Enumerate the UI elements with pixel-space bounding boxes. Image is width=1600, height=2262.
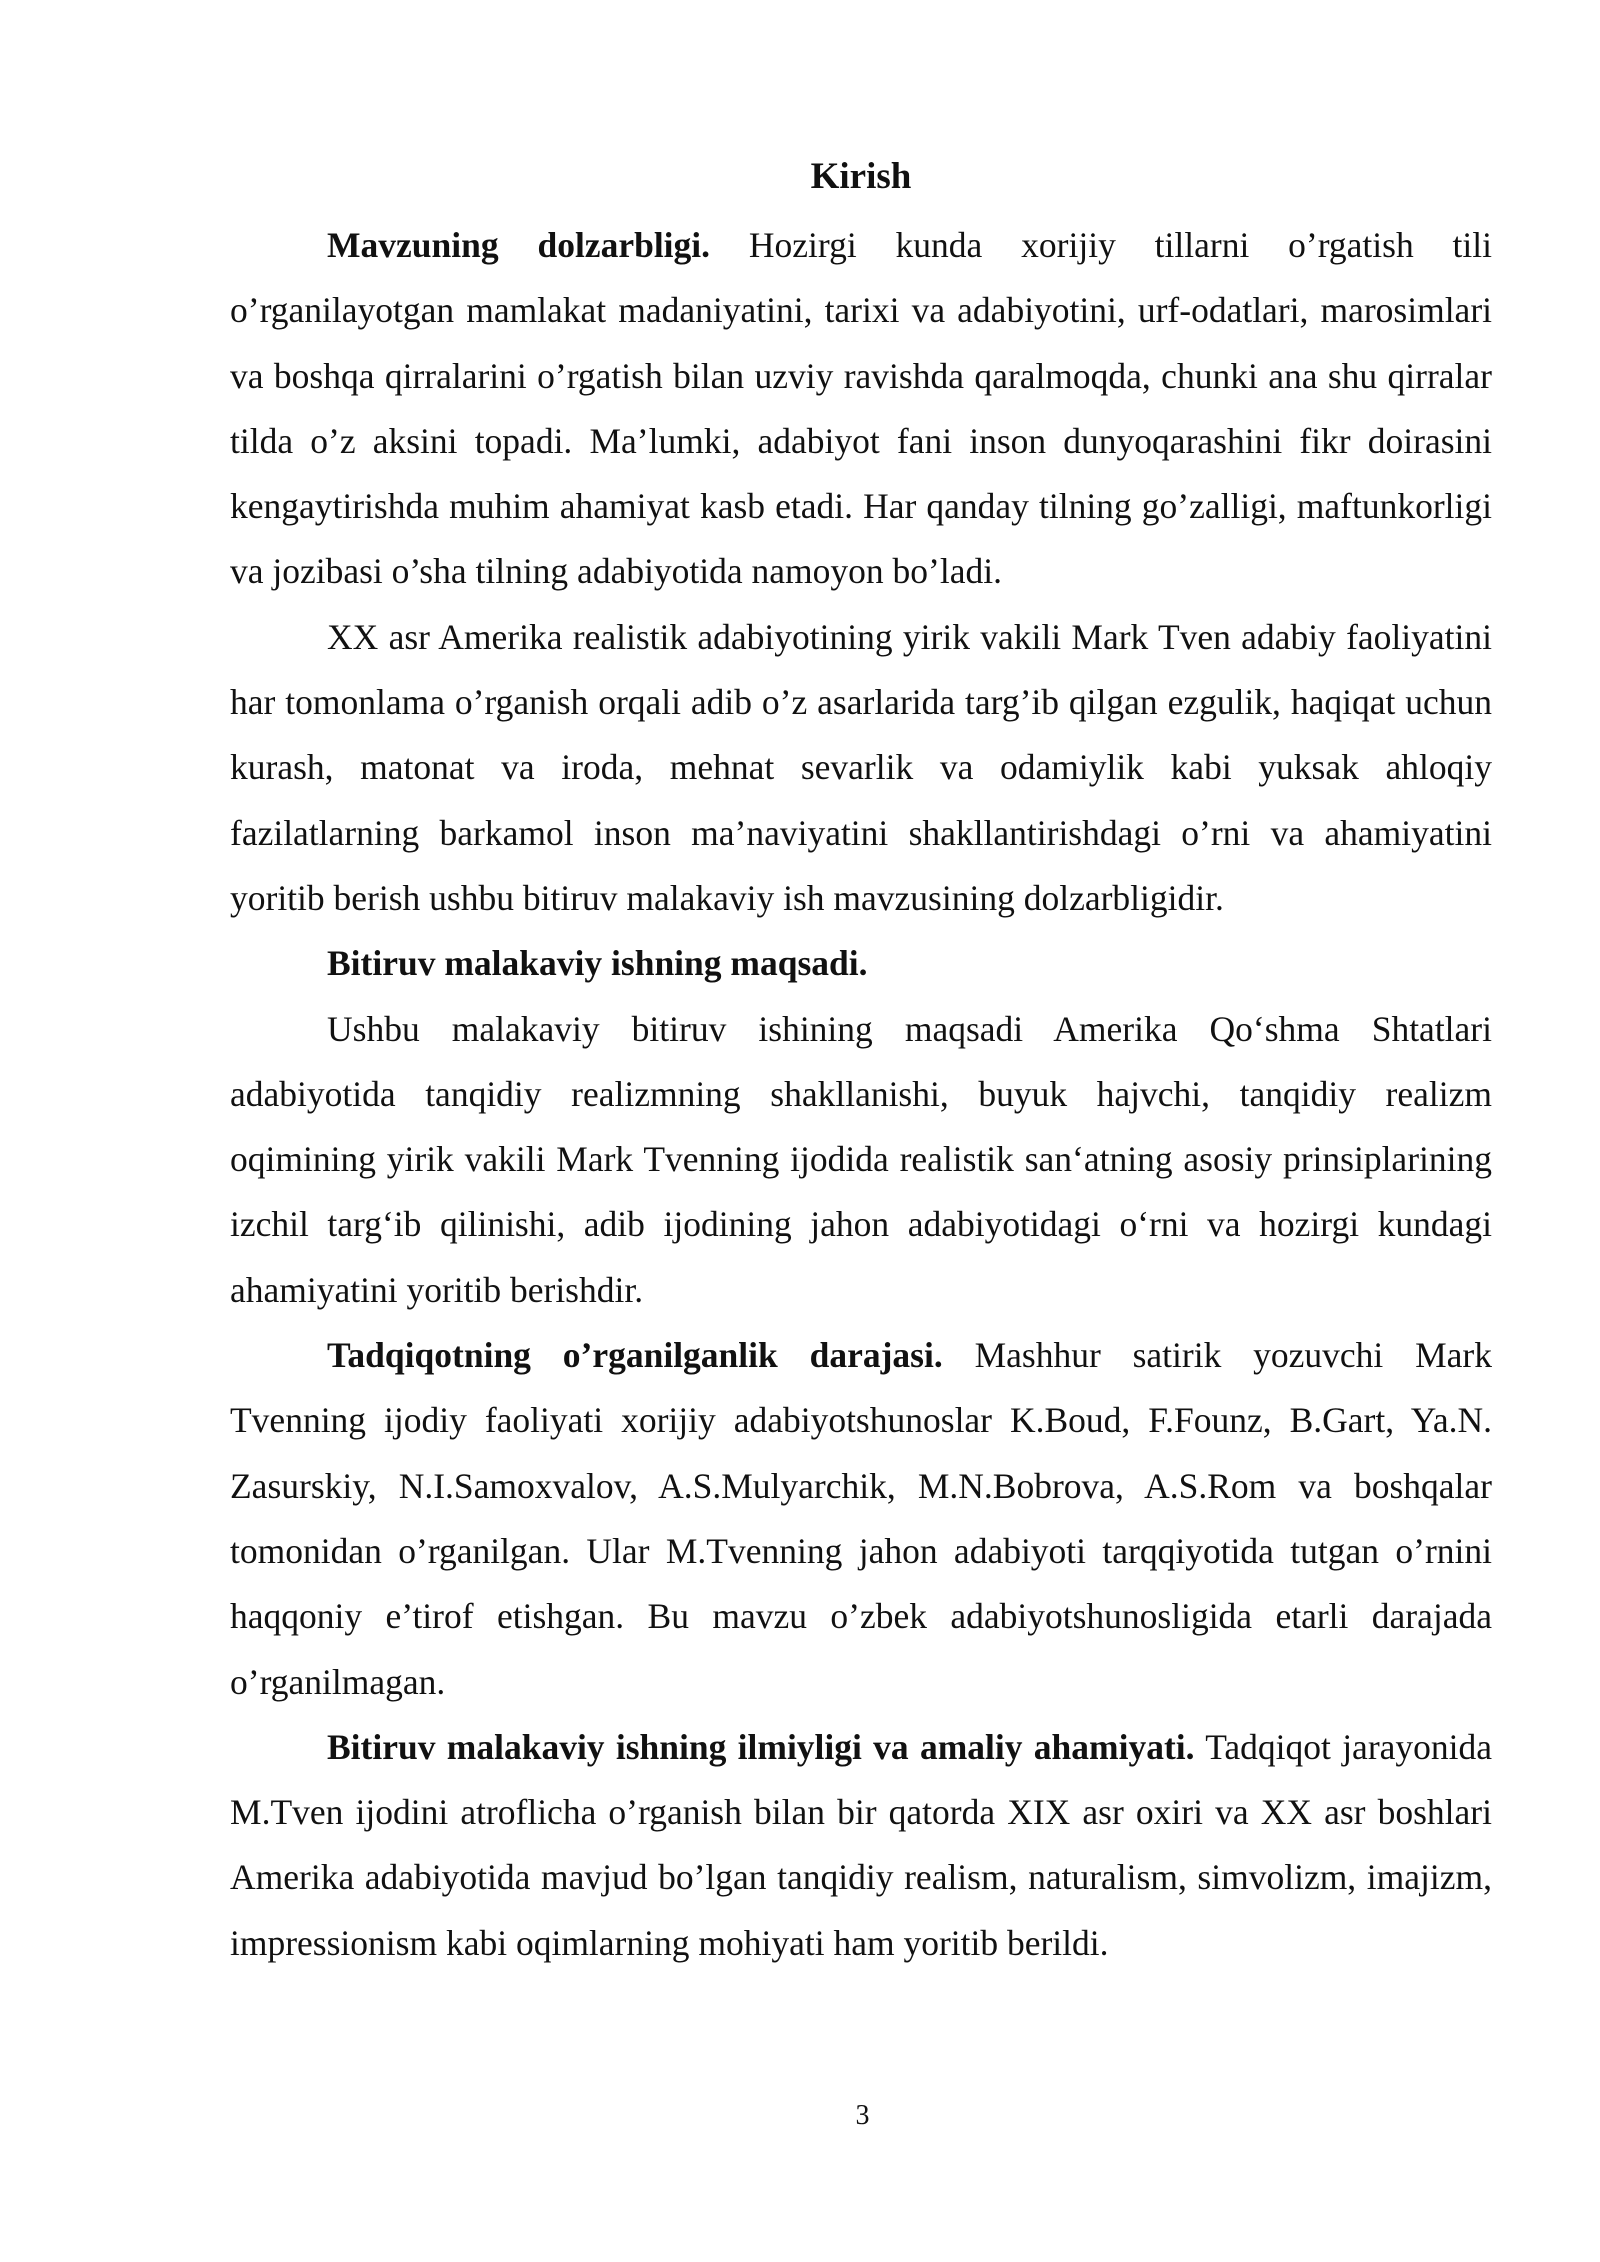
paragraph-text: Hozirgi kunda xorijiy tillarni o’rgatish tili o’rganilayotgan mamlakat madaniyatini, tarixi va adabiyotini, urf-odatlari, marosimlari va boshqa qirralarini o’rgatish bilan uzviy ravishda qaralmoqda, chunki ana shu qirralar tilda o’z aksini topadi. Ma’lumki, adabiyot fani inson dunyoqarashini fikr doirasini kengaytirishda muhim ahamiyat kasb etadi. Har qanday tilning go’zalligi, maftunkorligi va jozibasi o’sha tilning adabiyotida namoyon bo’ladi. (230, 225, 1493, 592)
paragraph-heading: Tadqiqotning o’rganilganlik darajasi. (327, 1335, 943, 1376)
paragraph-heading: Bitiruv malakaviy ishning maqsadi. (327, 943, 868, 984)
document-title: Kirish (810, 156, 912, 197)
paragraph-text: Tadqiqot jarayonida M.Tven ijodini atroflicha o’rganish bilan bir qatorda XIX asr oxiri va XX asr boshlari Amerika adabiyotida mavjud bo’lgan tanqidiy realism, naturalism, simvolizm, imajizm, impressionism kabi oqimlarning mohiyati ham yoritib berildi. (230, 1726, 1493, 1963)
paragraph-relevance (230, 213, 1492, 605)
paragraph-research-degree (230, 1323, 1492, 1715)
paragraph-mark-twain (230, 605, 1492, 931)
paragraph-significance (230, 1715, 1492, 1976)
paragraph-heading: Mavzuning dolzarbligi. (327, 225, 711, 265)
document-page (230, 148, 1492, 1976)
paragraph-goal-heading (230, 931, 1492, 996)
paragraph-text: XX asr Amerika realistik adabiyotining yirik vakili Mark Tven adabiy faoliyatini har tomonlama o’rganish orqali adib o’z asarlarida targ’ib qilgan ezgulik, haqiqat uchun kurash, matonat va iroda, mehnat sevarlik va odamiylik kabi yuksak ahloqiy fazilatlarning barkamol inson ma’naviyatini shakllantirishdagi o’rni va ahamiyatini yoritib berish ushbu bitiruv malakaviy ish mavzusining dolzarbligidir. (230, 616, 1492, 918)
paragraph-heading: Bitiruv malakaviy ishning ilmiyligi va amaliy ahamiyati. (327, 1726, 1195, 1767)
paragraph-text: Ushbu malakaviy bitiruv ishining maqsadi Amerika Qo‘shma Shtatlari adabiyotida tanqidiy realizmning shakllanishi, buyuk hajvchi, tanqidiy realizm oqimining yirik vakili Mark Tvenning ijodida realistik san‘atning asosiy prinsiplarining izchil targ‘ib qilinishi, adib ijodining jahon adabiyotidagi o‘rni va hozirgi kundagi ahamiyatini yoritib berishdir. (230, 1008, 1492, 1310)
paragraph-goal (230, 997, 1492, 1323)
paragraph-text: Mashhur satirik yozuvchi Mark Tvenning ijodiy faoliyati xorijiy adabiyotshunoslar K.Boud, F.Founz, B.Gart, Ya.N. Zasurskiy, N.I.Samoxvalov, A.S.Mulyarchik, M.N.Bobrova, A.S.Rom va boshqalar tomonidan o’rganilgan. Ular M.Tvenning jahon adabiyoti tarqqiyotida tutgan o’rnini haqqoniy e’tirof etishgan. Bu mavzu o’zbek adabiyotshunosligida etarli darajada o’rganilmagan. (230, 1335, 1493, 1702)
page-number: 3 (855, 2100, 870, 2131)
